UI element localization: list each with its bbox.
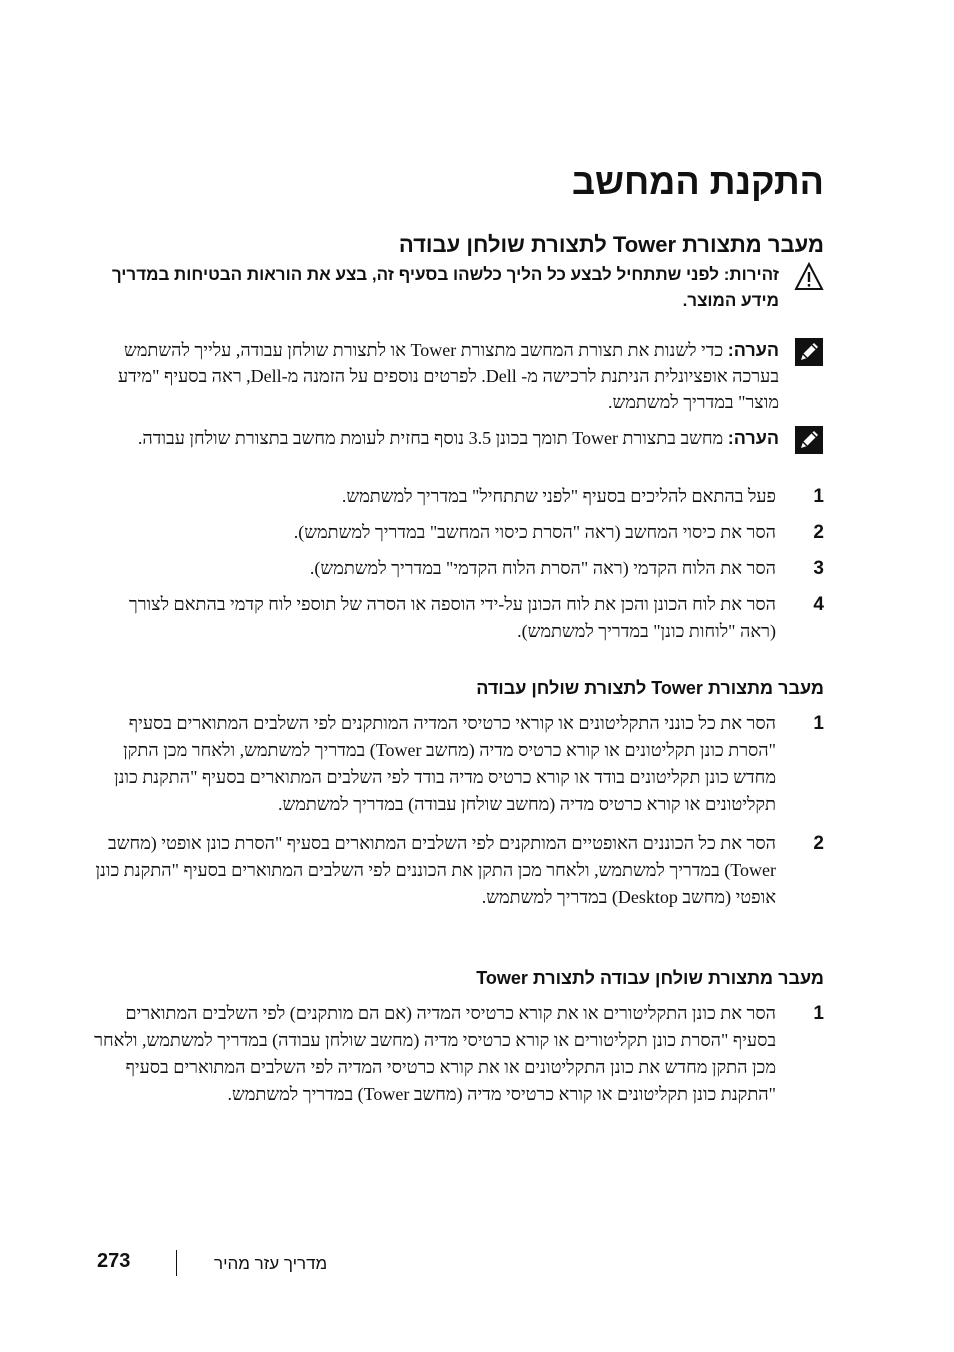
note-text: מחשב בתצורת Tower תומך בכונן 3.5 נוסף בחזית לעומת מחשב בתצורת שולחן עבודה. (137, 428, 724, 448)
step-item (94, 483, 824, 510)
section-title: מעבר מתצורת שולחן עבודה לתצורת Tower (476, 968, 824, 988)
note-text: כדי לשנות את תצורת המחשב מתצורת Tower או לתצורת שולחן עבודה, עלייך להשתמש בערכה אופציונלית הניתנת לרכישה מ- Dell. לפרטים נוספים על הזמנה מ-Dell, ראה בסעיף "מידע מוצר" במדריך למשתמש. (117, 340, 779, 412)
footer-divider (176, 1250, 177, 1276)
step-item (94, 555, 824, 582)
section-title: מעבר מתצורת Tower לתצורת שולחן עבודה (398, 232, 824, 257)
procedure-steps (94, 710, 824, 923)
step-number: 2 (813, 833, 824, 854)
warning-triangle-icon (794, 262, 824, 292)
step-item (94, 519, 824, 546)
note-label: הערה: (727, 428, 779, 448)
step-number: 1 (813, 713, 824, 734)
step-number: 1 (813, 1003, 824, 1024)
warning-text: לפני שתתחיל לבצע כל הליך כלשהו בסעיף זה, בצע את הוראות הבטיחות במדריך מידע המוצר. (111, 265, 779, 310)
section-title: מעבר מתצורת Tower לתצורת שולחן עבודה (476, 678, 824, 698)
step-text: הסר את כל כונני התקליטונים או קוראי כרטיסי המדיה המותקנים לפי השלבים המתוארים בסעיף "הסרת כונן תקליטונים או קורא כרטיס מדיה (מחשב Tower) במדריך למשתמש, ולאחר מכן התקן מחדש כונן תקליטונים בודד או קורא כרטיס מדיה בודד לפי השלבים המתוארים בסעיף "התקנת כונן תקליטונים או קורא כרטיס מדיה (מחשב שולחן עבודה) במדריך למשתמש. (113, 713, 776, 814)
note (94, 425, 824, 451)
step-number: 2 (813, 522, 824, 543)
step-item (94, 591, 824, 645)
step-item (94, 710, 824, 818)
step-text: הסר את כיסוי המחשב (ראה "הסרת כיסוי המחשב" במדריך למשתמש). (293, 522, 776, 542)
step-item (94, 830, 824, 911)
note-label: הערה: (727, 340, 779, 360)
step-text: פעל בהתאם להליכים בסעיף "לפני שתתחיל" במדריך למשתמש. (341, 486, 776, 506)
note (94, 337, 824, 415)
step-number: 1 (813, 486, 824, 507)
procedure-steps (94, 483, 824, 654)
procedure-steps (94, 1000, 824, 1108)
step-text: הסר את לוח הכונן והכן את לוח הכונן על-ידי הוספה או הסרה של תוספי לוח קדמי בהתאם לצורך (ראה "לוחות כונן" במדריך למשתמש). (128, 594, 776, 641)
warning-note (94, 262, 824, 314)
pencil-note-icon (794, 337, 824, 367)
chapter-title: התקנת המחשב (571, 161, 824, 202)
step-number: 4 (813, 594, 824, 615)
step-text: הסר את כונן התקליטורים או את קורא כרטיסי המדיה (אם הם מותקנים) לפי השלבים המתוארים בסעיף "הסרת כונן תקליטורים או קורא כרטיסי מדיה (מחשב שולחן עבודה) במדריך למשתמש, ולאחר מכן התקן מחדש את כונן התקליטונים או את קורא כרטיסי המדיה לפי השלבים המתוארים בסעיף "התקנת כונן תקליטונים או קורא כרטיסי מדיה (מחשב Tower) במדריך למשתמש. (94, 1003, 776, 1104)
pencil-note-icon (794, 425, 824, 455)
step-text: הסר את הלוח הקדמי (ראה "הסרת הלוח הקדמי" במדריך למשתמש). (309, 558, 776, 578)
warning-label: זהירות: (723, 265, 779, 284)
step-item (94, 1000, 824, 1108)
page-number: 273 (97, 1250, 131, 1272)
footer-title: מדריך עזר מהיר (214, 1254, 328, 1273)
step-number: 3 (813, 558, 824, 579)
step-text: הסר את כל הכוננים האופטיים המותקנים לפי השלבים המתוארים בסעיף "הסרת כונן אופטי (מחשב Tower) במדריך למשתמש, ולאחר מכן התקן את הכוננים לפי השלבים המתוארים בסעיף "התקנת כונן אופטי (מחשב Desktop) במדריך למשתמש. (95, 833, 776, 907)
